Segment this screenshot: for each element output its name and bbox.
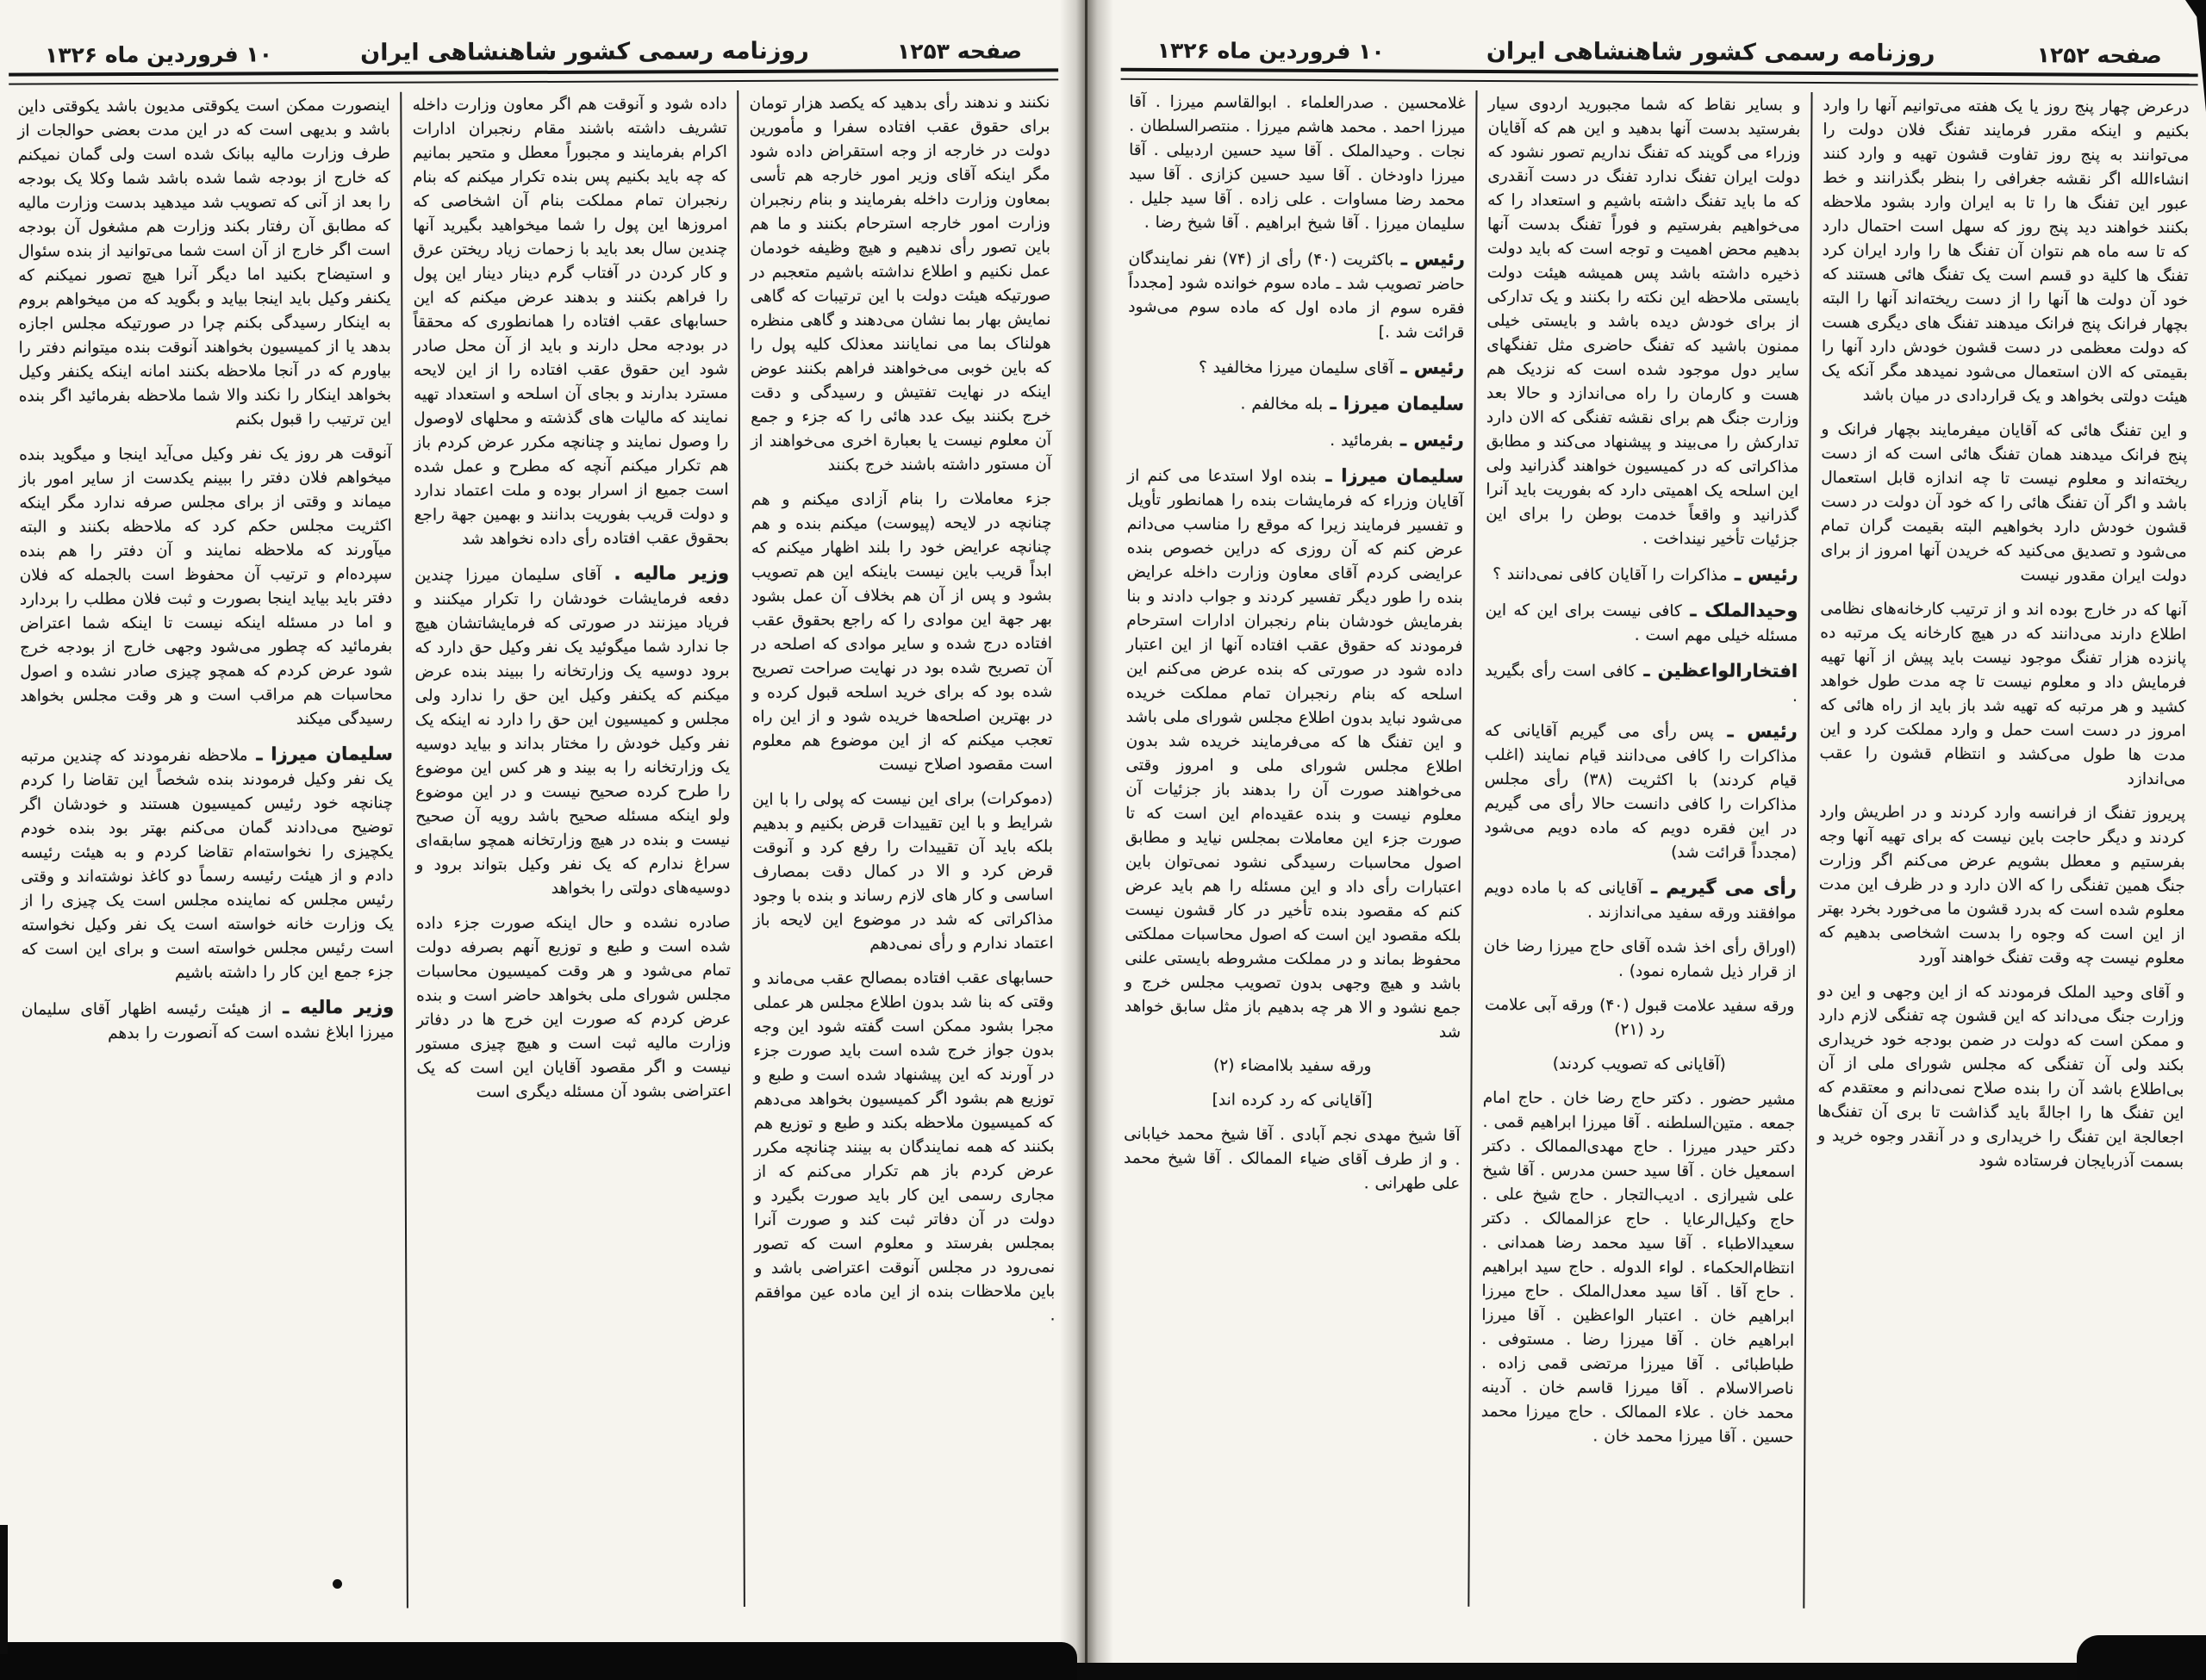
- paragraph: آقا شیخ مهدی نجم آبادی . آقا شیخ محمد خیابانی . و از طرف آقای ضیاء الممالک . آقا شیخ محمد علی طهرانی .: [1124, 1124, 1461, 1193]
- speaker-name: وزیر مالیه .: [601, 563, 730, 584]
- paragraph: (دموکرات) برای این نیست که پولی را با این شرایط و با این تقییدات قرض بکنیم و بدهیم بلکه باید آن تقییدات را رفع کرد و آنوقت قرض کرد و الا در کمال دقت بمصارف اساسی و کار های لازم رساند و بنده با وجود مذاکراتی که شد در موضوع این لایحه باز اعتماد ندارم و رأی نمی‌دهم: [752, 789, 1054, 954]
- issue-date: ۱۰ فروردین ماه ۱۳۲۶: [44, 41, 272, 68]
- paragraph: حسابهای عقب افتاده بمصالح عقب می‌ماند و وقتی که بنا شد بدون اطلاع مجلس هر عملی مجرا بشود ممکن است گفته شود این وجه بدون جواز خرج شده است باید صورت جزء در آورند که این پیشنهاد شده است و طبع و توزیع هم بشود اگر کمیسیون بخواهد می‌دهم که کمیسیون ملاحظه بکند و طبع و توزیع هم بکنند که همه نمایندگان به بینند چنانچه مکرر عرض کردم باز هم تکرار می‌کنم که از مجاری رسمی این کار باید صورت بگیرد و دولت در آن دفاتر ثبت کند و صورت آنرا بمجلس بفرستد و معلوم است که تصور نمی‌رود در مجلس آنوقت اعتراضی باشد و باین ملاحظات بنده از این ماده عین موافقم .: [752, 968, 1056, 1325]
- issue-date: ۱۰ فروردین ماه ۱۳۲۶: [1156, 37, 1385, 65]
- page-1253: [7, 23, 1067, 1647]
- speech-paragraph: سلیمان میرزا ـ بله مخالفم .: [1240, 392, 1465, 414]
- speaker-name: سلیمان میرزا ـ: [1323, 392, 1465, 414]
- speech-paragraph: رئیس ـ بفرمائید .: [1330, 429, 1464, 451]
- page-number: صفحه ۱۲۵۲: [2036, 42, 2162, 69]
- speaker-name: رئیس ـ: [1393, 429, 1464, 451]
- right-page-middle-column: [1470, 90, 1813, 1608]
- speech-paragraph: رئیس ـ آقای سلیمان میرزا مخالفید ؟: [1198, 357, 1465, 378]
- paragraph: پریروز تفنگ از فرانسه وارد کردند و در اطریش وارد کردند و دیگر حاجت باین نیست که برای تهیه آنها وجه بفرستیم و معطل بشویم عرض می‌کنم اگر وزارت جنگ همین تفنگی را که الان دارد و در ظرف این مدت معلوم شده است که بدرد قشون ما می‌خورد بخرد بهتر از این است که وجوه را بدست اشخاصی بدهیم که معلوم نیست چه وقت تفنگ خواهند آورد: [1818, 802, 2186, 968]
- speech-paragraph: وزیر مالیه ـ از هیئت رئیسه اظهار آقای سلیمان میرزا ابلاغ نشده است که آنصورت را بدهم: [21, 996, 395, 1043]
- speaker-name: سلیمان میرزا ـ: [1316, 464, 1464, 487]
- paragraph: [آقایانی که رد کرده اند]: [1212, 1091, 1373, 1111]
- left-page-outer-column: [7, 92, 408, 1610]
- paragraph: (اوراق رأی اخذ شده آقای حاج میرزا رضا خان از قرار ذیل شماره نمود) .: [1483, 936, 1797, 981]
- paragraph: و بسایر نقاط که شما مجبورید اردوی سیار بفرستید بدست آنها بدهید و این هم که آقایان وزراء می گویند که تفنگ نداریم تصور نشود که دولت ایران تفنگ ندارد تفنگ در دست آنقدری که ما باید تفنگ داشته باشیم و استعداد را که می‌خواهیم بفرستیم و فوراً تفنگ بدست آنها بدهیم محض اهمیت و توجه است که باید دولت ذخیره داشته باشد پس همیشه هیئت دولت بایستی ملاحظه این نکته را بکنند و یک تدارکی از برای خودش دیده باشد و بایستی خیلی ممنون باشید که تفنگ حاضری مثل تفنگهای سایر دول موجود شده است که نزدیک هم هست و کارمان را راه می‌اندازد و حالا بعد وزارت جنگ هم برای نقشه تفنگی که الان دارد تدارکش را می‌بیند و پیشنهاد می‌کند و مطابق مذاکراتی که در کمیسیون خواهند گذرانید ولی این اسلحه یک اهمیتی دارد که بفوریت باید آنرا گذرانید و واقعاً خدمت بوطن را برای این جزئیات تأخیر نینداخت .: [1486, 94, 1801, 549]
- paragraph: مشیر حضور . دکتر حاج رضا خان . حاج امام جمعه . متین‌السلطنه . آقا میرزا ابراهیم قمی . دکتر حیدر میرزا . حاج مهدی‌الممالک . دکتر اسمعیل خان . آقا سید حسن مدرس . آقا شیخ علی شیرازی . ادیب‌التجار . حاج شیخ علی . حاج وکیل‌الرعایا . حاج عزالممالک . دکتر سعیدالاطباء . آقا سید محمد رضا همدانی . انتظام‌الحکماء . لواء الدوله . حاج سید ابراهیم . حاج آقا . آقا سید معدل‌الملک . حاج میرزا ابراهیم خان . اعتبار الواعظین . آقا میرزا ابراهیم خان . آقا میرزا رضا . مستوفی . طباطبائی . آقا میرزا مرتضی قمی زاده . ناصرالاسلام . آقا میرزا قاسم خان . آدینه محمد خان . علاء الممالک . حاج میرزا محمد حسین . آقا میرزا محمد خان .: [1480, 1088, 1796, 1447]
- paragraph: آنها که در خارج بوده اند و از ترتیب کارخانه‌های نظامی اطلاع دارند می‌دانند که در هیچ کارخانه یک مرتبه ده پانزده هزار تفنگ موجود نیست باید پیش از آنها تهیه فرمایش داد و معلوم نیست تا چه مدت طول خواهد کشید و هر مرتبه که تهیه شد باز باید از راه هائی که امروز در دست است حمل و وارد مملکت کرد و این مدت ها طول می‌کشد و انتظام قشون را عقب می‌اندازد: [1819, 599, 2187, 789]
- paragraph: ورقه سفید علامت قبول (۴۰) ورقه آبی علامت رد (۲۱): [1484, 995, 1795, 1040]
- masthead-title: روزنامه رسمی کشور شاهنشاهی ایران: [1486, 37, 1935, 67]
- paragraph: (آقایانی که تصویب کردند): [1552, 1055, 1726, 1074]
- page-number: صفحه ۱۲۵۳: [896, 38, 1023, 65]
- paragraph: آنوقت هر روز یک نفر وکیل می‌آید اینجا و میگوید بنده میخواهم فلان دفتر را ببینم یکدست از سایر امور باز میماند و وقتی از برای مجلس صرفه ندارد مگر اینکه اکثریت مجلس حکم کرد که ملاحظه بکنند و البته میآورند که ملاحظه نمایند و آن دفتر را هم بنده سپرده‌ام و ترتیب آن محفوظ است بالجمله که فلان دفتر باید بیاید اینجا بصورت و ثبت فلان مطلب را بردارد و اما در مسئله اینکه نیست تا اینکه شما اعتراض بفرمائید که چطور می‌شود وجهی خارج از بودجه خرج شود عرض کردم که همچو چیزی صادر نشده و اصول محاسبات هم مراقب است و هر وقت مجلس بخواهد رسیدگی میکند: [19, 444, 393, 729]
- speaker-name: رأی می گیریم ـ: [1642, 876, 1797, 899]
- speaker-name: رئیس ـ: [1393, 357, 1465, 378]
- speech-paragraph: رأی می گیریم ـ آقایانی که با ماده دویم موافقند ورقه سفید می‌اندازند .: [1483, 876, 1797, 923]
- speaker-name: افتخارالواعظین ـ: [1636, 659, 1798, 681]
- masthead-title: روزنامه رسمی کشور شاهنشاهی ایران: [360, 37, 809, 66]
- speech-paragraph: افتخارالواعظین ـ کافی است رأی بگیرید .: [1485, 659, 1798, 706]
- speech-paragraph: سلیمان میرزا ـ ملاحظه نفرمودند که چندین مرتبه یک نفر وکیل فرمودند بنده شخصاً این تقاضا را کردم چنانچه خود رئیس کمیسیون هستند و خودشان اگر توضیح می‌دادند گمان می‌کنم بهتر بود بنده خودم یکچیزی را نخواسته‌ام تقاضا کردم و به هیئت رئیسه دادم و از هیئت رئیسه رسماً دو کاغذ نوشته‌اند و وقتی رئیس مجلس که نماینده مجلس است یک چیزی را از یک وزارت خانه خواسته است یک نفر وکیل نخواسته است رئیس مجلس خواسته است و برای این است که جزء جمع این کار را داشته باشیم: [20, 743, 395, 982]
- scan-edge-bottom-left: [0, 1642, 1077, 1680]
- speech-paragraph: رئیس ـ باکثریت (۴۰) رأی از (۷۴) نفر نمایندگان حاضر تصویب شد ـ ماده سوم خوانده شود [مجدداً فقره سوم از ماده اول که ماده سوم می‌شود قرائت شد .]: [1128, 248, 1465, 342]
- text-columns: [1111, 89, 2199, 1611]
- paragraph: ورقه سفید بلاامضاء (۲): [1213, 1056, 1372, 1076]
- speaker-name: وحیدالملک ـ: [1681, 600, 1798, 621]
- paragraph: داده شود و آنوقت هم اگر معاون وزارت داخله تشریف داشته باشند مقام رنجبران ادارات اکرام بفرمایند و مجبوراً معطل و متحیر بمانیم که چه باید بکنیم پس بنده تکرار میکنم که بنام رنجبران تمام مملکت بنام آن اشخاصی که امروزها این پول را شما میخواهید بگیرید آنها چندین سال بعد باید با زحمات زیاد ریختن عرق و کار کردن در آفتاب گرم دینار دینار این پول را فراهم بکنند و بدهند عرض میکنم که این حسابهای عقب افتاده را همانطوری که محققاً در بودجه محل دارند و باید از آن محل صادر شود این حقوق عقب افتاده را از این لایحه مسترد بدارند و بجای آن اسلحه و استعداد تهیه نمایند که مالیات های گذشته و محلهای لاوصول را وصول نمایند و چنانچه مکرر عرض کردم باز هم تکرار میکنم آنچه که مطرح و عمل شده است جمیع از اسرار بوده و ملت اعتماد ندارد و دولت قریب بفوریت بدانند و بهمین جهة راجع بحقوق عقب افتاده رأی داده نخواهد شد: [412, 95, 729, 549]
- paragraph: غلامحسین . صدرالعلماء . ابوالقاسم میرزا . آقا میرزا احمد . محمد هاشم میرزا . منتصرالسلطان . نجات . وحیدالملک . آقا سید حسین اردبیلی . آقا میرزا داودخان . آقا سید حسین کزازی . آقا سید محمد رضا مساوات . علی زاده . آقا سید جلیل . سلیمان میرزا . آقا شیخ ابراهیم . آقا شیخ رضا .: [1128, 92, 1466, 233]
- paragraph: اینصورت ممکن است یکوقتی مدیون باشد یکوقتی داین باشد و بدیهی است که در این مدت بعضی حوالجات از طرف وزارت مالیه ببانک شده است ولی گمان نمیکنم که خارج از بودجه شما شده باشد شما وکلا یک بودجه را بعد از آنی که تصویب شد میدهید بدست وزارت مالیه که مطابق آن رفتار بکند وزارت هم مشغول آن بودجه است اگر خارج از آن است شما می‌توانید از بنده سئوال و استیضاح بکنید اما دیگر آنرا هیچ تصور نمیکنم که یکنفر وکیل باید اینجا بیاید و بگوید که من میخواهم بروم به اینکار رسیدگی بکنم چرا در صورتیکه مجلس اجازه بدهد یا از کمیسیون بخواهند آنوقت بنده میتوانم دفتر را بیاورم که در آنجا ملاحظه بکنند امانه اینکه یکنفر وکیل بخواهد اینکار را نکند والا شما ملاحظه بفرمائید اگر بنده این ترتیب را قبول بکنم: [17, 96, 392, 429]
- speaker-name: رئیس ـ: [1393, 248, 1465, 270]
- speech-paragraph: رئیس ـ مذاکرات را آقایان کافی نمی‌دانند ؟: [1492, 563, 1798, 585]
- text-columns: [7, 89, 1067, 1609]
- ink-dot-artifact: [333, 1579, 342, 1589]
- speech-paragraph: سلیمان میرزا ـ بنده اولا استدعا می کنم از آقایان وزراء که فرمایشات بنده را همانطور تأویل و تفسیر فرمایند زیرا که موقع را مناسب می‌دانم عرض کنم که آن روزی که دراین خصوص بنده عرایضی کردم آقای معاون وزارت داخله عرایض بنده را طور دیگر تفسیر کردند و جواب دادند و بنا بفرمایش خودشان بنام رنجبران ادارات استرحام فرمودند که حقوق عقب افتاده آنها از این اعتبار داده شود در صورتی که بنده عرض می‌کنم این اسلحه که بنام رنجبران تمام مملکت خریده می‌شود نباید بدون اطلاع مجلس شورای ملی باشد و این تفنگ ها که می‌فرمایند خریده شد بدون اطلاع مجلس شورای ملی و امروز وقتی می‌خواهند صورت آن را بدهند باز جزئیات آن معلوم نیست و بنده عقیده‌ام این است که تا صورت جزء این معاملات بمجلس نیاید و مطابق اصول محاسبات رسیدگی نشود نمی‌توان باین اعتبارات رأی داد و این مسئله را هم باید عرض کنم که مقصود بنده تأخیر در کار قشون نیست بلکه مقصود این است که اصول محاسبات مملکتی محفوظ بماند و در مملکت مشروطه بایستی علنی باشد و هیچ وجهی بدون تصویب مجلس خرج و جمع نشود و الا هر چه بدهیم باز مثل سابق خواهد شد: [1124, 464, 1464, 1042]
- speaker-name: وزیر مالیه ـ: [271, 996, 395, 1018]
- speech-paragraph: رئیس ـ پس رأی می گیریم آقایانی که مذاکرات را کافی می‌دانند قیام نمایند (اغلب قیام کردند) با اکثریت (۳۸) رأی مجلس مذاکرات را کافی دانست حالا رأی می گیریم در این فقره دویم که ماده دویم می‌شود (مجدداً قرائت شد): [1484, 720, 1798, 862]
- right-page-outer-column: [1804, 92, 2199, 1610]
- scan-edge-bottom-right: [1077, 1663, 2206, 1680]
- left-page-middle-column: [402, 90, 745, 1608]
- speech-paragraph: وزیر مالیه . آقای سلیمان میرزا چندین دفعه فرمایشات خودشان را تکرار میکنند و فریاد میزنند در صورتی که فرمایشاتشان هیچ جا ندارد شما میگوئید یک نفر وکیل حق دارد که برود دوسیه یک وزارتخانه را ببیند بنده عرض میکنم که یکنفر وکیل این حق را ندارد ولی مجلس و کمیسیون این حق را دارد نه اینکه یک نفر وکیل خودش را مختار بداند و بیاید دوسیه یک وزارتخانه را به بیند و هر کس این موضوع را طرح کرده صحیح نیست و در این موضوع ولو اینکه مسئله صحیح باشد رویه آن صحیح نیست و بنده در هیچ وزارتخانه همچو سابقه‌ای سراغ ندارم که یک نفر وکیل بتواند برود و دوسیه‌های دولتی را بخواهد: [414, 563, 731, 898]
- page-header: [1119, 23, 2200, 74]
- left-page-inner-column: [739, 89, 1067, 1607]
- paragraph: نکنند و ندهند رأی بدهید که یکصد هزار تومان برای حقوق عقب افتاده سفرا و مأمورین دولت در خارجه از وجه استقراض داده شود مگر اینکه آقای وزیر امور خارجه هم تأسی بمعاون وزارت داخله بفرمایند و بنام رنجبران وزارت امور خارجه استرحام بکنند و ما هم باین تصور رأی ندهیم و هیچ وظیفه خودمان عمل نکنیم و اطلاع نداشته باشیم متعجبم در صورتیکه هیئت دولت با این ترتیبات که گاهی نمایش بهار بما نشان می‌دهند و گاهی منظره هولناک بما می نمایانند معذلک کلیه پول را که باین خوبی می‌خواهند فراهم بکنند عوض اینکه در نهایت تفتیش و رسیدگی و دقت خرج بکنند بیک عدد هائی را که جزء و جمع آن معلوم نیست یا بعبارة اخری می‌خواهند از آن مستور داشته باشند خرج بکنند: [749, 93, 1052, 475]
- page-header: [7, 23, 1060, 72]
- speaker-name: رئیس ـ: [1727, 563, 1798, 585]
- paragraph: درعرض چهار پنج روز یا یک هفته می‌توانیم آنها را وارد بکنیم و اینکه مقرر فرمایند تفنگ فلان دولت را می‌توانند به پنج روز تفاوت قشون تهیه و وارد کنند انشاءالله اگر نقشه جغرافی را بنظر بگذرانند و خط عبور این تفنگ ها را تا به ایران وارد بشود ملاحظه بکنند خواهند دید پنج روز که سهل است احتمال دارد که تا سه ماه هم نتوان آن تفنگ ها را وارد ایران کرد تفنگ ها کلیة دو قسم است یک تفنگ هائی هستند که خود آن دولت ها آنها را از دست ریخته‌اند آنها را البته بچهار فرانک پنج فرانک میدهند تفنگ های دیگری هست که دولت معظمی در دست قشون خودش دارد آنها را بقیمتی که الان استعمال می‌شود نمیدهد مگر آنکه یک هیئت دولتی بخواهد و یک قراردادی در میان باشد: [1821, 96, 2190, 407]
- speaker-name: سلیمان میرزا ـ: [247, 743, 393, 765]
- paragraph: و آقای وحید الملک فرمودند که از این وجهی و این دو وزارت جنگ می‌داند که این قشون چه تفنگی لازم دارد و ممکن است که دولت در ضمن بودجه خود خریداری بکند ولی آن تفنگی که مجلس شورای ملی از آن بی‌اطلاع باشد آن را بنده صلاح نمی‌دانم و معتقدم که این تفنگ ها را اجالةً باید گذاشت تا بری آن تفنگ‌ها اجعالجة این تفنگ را خریداری و در آنقدر وجوه خرید و بسمت آذربایجان فرستاده شود: [1817, 981, 2185, 1172]
- speaker-name: رئیس ـ: [1713, 720, 1798, 742]
- right-page-inner-column: [1111, 89, 1478, 1607]
- book-fold-line: [1085, 0, 1087, 1680]
- paragraph: و این تفنگ هائی که آقایان میفرمایند بچهار فرانک و پنج فرانک میدهند همان تفنگ هائی است که از دست ریخته‌اند و معلوم نیست تا چه اندازه قابل استعمال باشد و اگر آن تفنگ هائی را که خود آن دولت در دست قشون خودش دارد بخواهیم البته بقیمت گران تمام می‌شود و تصدیق می‌کنید که خریدن آنها امروز از برای دولت ایران مقدور نیست: [1820, 420, 2188, 586]
- page-1252: [1111, 23, 2200, 1649]
- scan-corner-bottom-right: [2077, 1635, 2206, 1680]
- paragraph: صادره نشده و حال اینکه صورت جزء داده شده است و طبع و توزیع آنهم بصرفه دولت تمام می‌شود و هر وقت کمیسیون محاسبات مجلس شورای ملی بخواهد حاضر است و بنده عرض کردم که صورت این خرج ها در دفاتر وزارت مالیه ثبت است و هیچ چیزی مستور نیست و اگر مقصود آقایان این است که یک اعتراضی بشود آن مسئله دیگری است: [415, 913, 732, 1102]
- speech-paragraph: وحیدالملک ـ کافی نیست برای این که این مسئله خیلی مهم است .: [1485, 600, 1798, 645]
- scan-edge-left: [0, 1525, 8, 1654]
- paragraph: جزء معاملات را بنام آزادی میکنم و هم چنانچه در لایحه (پیوست) میکنم بنده و هم چنانچه عرایض خود را بلند اظهار میکنم که ابداً قریب باین نیست باینکه این هم تصویب بشود و پس از آن هم بخلاف آن عمل بشود بهر جهة این موادی را که راجع بحقوق عقب افتاده درج شده و سایر موادی که اصلحه در آن تصریح شده بود در نهایت صراحت تصریح شده بود که برای خرید اسلحه قبول کرده و در بهترین اصلحه‌ها خریده شود و از این راه تعجب میکنم که از این موضوع هم معلوم است مقصود اصلاح نیست: [751, 489, 1053, 775]
